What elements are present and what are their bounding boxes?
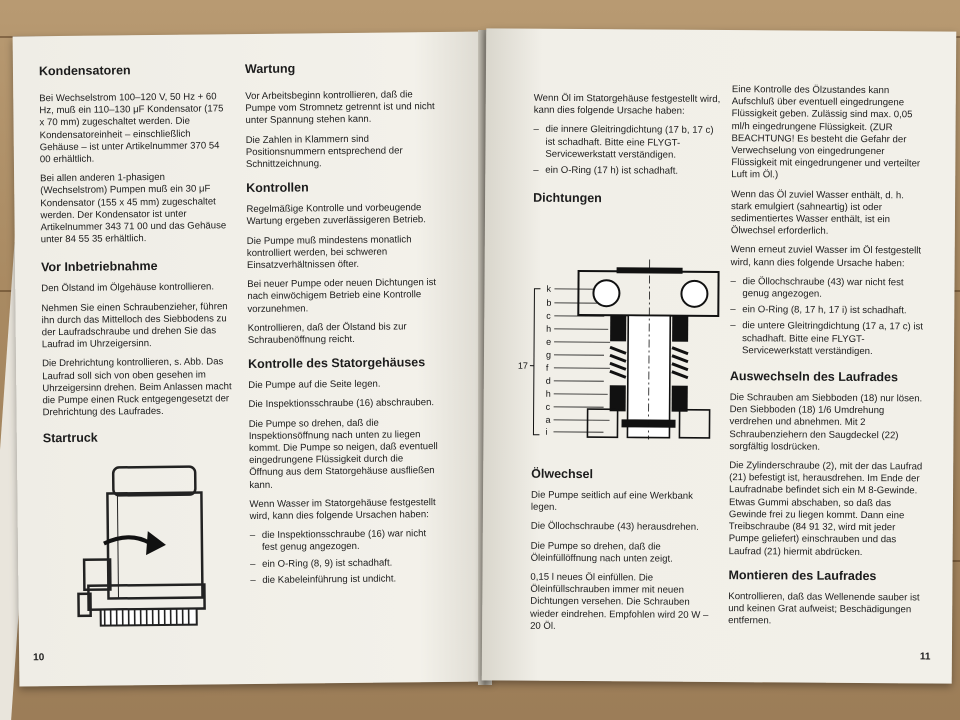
paragraph: Die Schrauben am Siebboden (18) nur lösen. Den Siebboden (18) 1/6 Umdrehung verdrehen und abnehmen. Mit 2 Schraubenziehern den Saugdeckel (22) sorgfältig losdrücken.: [729, 392, 923, 453]
paragraph: Die Drehrichtung kontrollieren, s. Abb. Das Laufrad soll sich von oben gesehen im Uhrzeigersinn drehen. Beim Anlassen macht die Pumpe einen Ruck entgegengesetzt der Drehrichtung des Laufrades.: [41, 356, 232, 419]
heading-montieren-laufrad: Montieren des Laufrades: [728, 567, 877, 583]
paragraph: Die Pumpe so drehen, daß die Öleinfüllöffnung nach unten zeigt.: [530, 540, 673, 565]
diagram-label-c2: c: [545, 401, 551, 412]
diagram-label-i: i: [545, 426, 548, 437]
list-item: – die innere Gleitringdichtung (17 b, 17 c) ist schadhaft. Bitte eine FLYGT-Servicewerkstatt verständigen.: [533, 124, 723, 162]
seal-cross-section-diagram: [517, 259, 728, 440]
diagram-label-b: b: [546, 297, 552, 308]
diagram-label-h2: h: [545, 388, 551, 399]
paragraph: Vor Arbeitsbeginn kontrollieren, daß die Pumpe vom Stromnetz getrennt ist und nicht unter Spannung stehen kann.: [245, 89, 435, 127]
paragraph: Die Pumpe auf die Seite legen.: [248, 378, 381, 392]
paragraph: Die Pumpe seitlich auf eine Werkbank legen.: [530, 489, 693, 514]
paragraph: Eine Kontrolle des Ölzustandes kann Aufschluß über eventuell eingedrungene Flüssigkeit geben. Zulässig sind max. 0,05 ml/h eingedrungene Flüssigkeit. (ZUR BEACHTUNG! Es besteht die Gefahr der Verwechselung von eingedrungener Flüssigkeit mit eingedrungener und verteilter Luft im Öl.): [731, 84, 921, 181]
cause-list: [250, 528, 441, 587]
paragraph: Bei allen anderen 1-phasigen (Wechselstrom) Pumpen muß ein 30 μF Kondensator (155 x 45 mm) zugeschaltet werden. Der Kondensator ist unter Artikelnummer 343 71 00 und das Gehäuse unter 84 55 35 erhältlich.: [40, 172, 227, 246]
right-page: [482, 28, 957, 683]
heading-startruck: Startruck: [42, 431, 98, 446]
left-column-1: [39, 58, 233, 454]
paragraph: Den Ölstand im Ölgehäuse kontrollieren.: [41, 281, 215, 295]
paragraph: Wenn Wasser im Statorgehäuse festgestellt wird, kann dies folgende Ursachen haben:: [249, 496, 436, 523]
pump-illustration: [67, 464, 229, 646]
paragraph: Wenn erneut zuviel Wasser im Öl festgestellt wird, kann dies folgende Ursache haben:: [730, 244, 922, 269]
cause-list: [533, 124, 723, 178]
paragraph: Kontrollieren, daß der Ölstand bis zur Schraubenöffnung reicht.: [247, 321, 407, 347]
heading-vor-inbetriebnahme: Vor Inbetriebnahme: [40, 259, 158, 275]
paragraph: Kontrollieren, daß das Wellenende sauber ist und keinen Grat aufweist; Beschädigungen entfernen.: [728, 590, 920, 627]
list-item: – ein O-Ring (17 h) ist schadhaft.: [533, 165, 723, 179]
heading-oelwechsel: Ölwechsel: [531, 466, 594, 482]
paragraph: 0,15 l neues Öl einfüllen. Die Öleinfüllschrauben immer mit neuen Dichtungen versehen. Die Schrauben wieder eindrehen. Empfohlen wird 20 W – 20 Öl.: [530, 571, 709, 632]
diagram-label-k: k: [546, 283, 551, 294]
diagram-label-a: a: [545, 414, 551, 425]
diagram-label-c: c: [546, 310, 551, 321]
right-column-1-lower: [530, 463, 721, 641]
list-item: – ein O-Ring (8, 9) ist schadhaft.: [250, 557, 440, 571]
diagram-label-d: d: [545, 375, 551, 386]
right-column-1: [533, 93, 724, 216]
paragraph: Wenn das Öl zuviel Wasser enthält, d. h. stark emulgiert (sahneartig) ist oder sedimentiertes Wasser enthält, ist ein Ölwechsel erforderlich.: [730, 188, 904, 237]
heading-kondensatoren: Kondensatoren: [38, 63, 131, 79]
right-column-2: [728, 84, 928, 636]
heading-wartung: Wartung: [244, 61, 296, 77]
diagram-label-g: g: [545, 349, 552, 360]
heading-statorgehaeuse: Kontrolle des Statorgehäuses: [247, 355, 426, 372]
paragraph: Die Öllochschraube (43) herausdrehen.: [530, 521, 699, 534]
list-item: – ein O-Ring (8, 17 h, 17 i) ist schadhaft.: [730, 304, 926, 318]
paragraph: Regelmäßige Kontrolle und vorbeugende Wartung ergeben zuverlässigeren Betrieb.: [246, 202, 426, 228]
left-page: [13, 32, 492, 687]
heading-kontrollen: Kontrollen: [246, 180, 309, 196]
diagram-ref-17: 17: [517, 360, 528, 371]
paragraph: Die Inspektionsschraube (16) abschrauben.: [248, 397, 435, 411]
diagram-label-f: f: [545, 362, 549, 373]
paragraph: Bei Wechselstrom 100–120 V, 50 Hz + 60 Hz, muß ein 110–130 μF Kondensator (175 x 70 mm) zugeschaltet werden. Die Kondensatoreinheit – einschließlich Gehäuse – ist unter Artikelnummer 370 54 00 erhältlich.: [39, 91, 224, 166]
paragraph: Die Zylinderschraube (2), mit der das Laufrad (21) befestigt ist, herausdrehen. Im Ende der Laufradnabe befindet sich ein M 8-Gewinde. Etwas Gummi abschaben, so daß das Gewinde frei zu liegen kommt. Dann eine Treibschraube (84 91 32, wird mit jeder Pumpe geliefert) einschrauben und das Laufrad (21) hiermit abdrücken.: [728, 460, 923, 558]
left-column-2: [245, 56, 441, 591]
paragraph: Die Zahlen in Klammern sind Positionsnummern entsprechend der Schnittzeichnung.: [245, 133, 403, 171]
list-item: – die untere Gleitringdichtung (17 a, 17 c) ist schadhaft. Bitte eine FLYGT-Servicewerkstatt verständigen.: [730, 321, 926, 359]
heading-dichtungen: Dichtungen: [533, 190, 602, 206]
page-number: 11: [919, 651, 931, 663]
paragraph: Die Pumpe so drehen, daß die Inspektionsöffnung nach unten zu liegen kommt. Die Pumpe so neigen, daß eventuell eingedrungene Flüssigkeit durch die Öffnung aus dem Statorgehäuse ausfließen kann.: [248, 417, 438, 491]
heading-auswechseln-laufrad: Auswechseln des Laufrades: [729, 369, 899, 385]
paragraph: Wenn Öl im Statorgehäuse festgestellt wird, kann dies folgende Ursache haben:: [533, 92, 721, 117]
page-number: 10: [33, 652, 45, 664]
paragraph: Nehmen Sie einen Schraubenzieher, führen ihn durch das Mittelloch des Siebbodens zu der Laufradschraube und drehen Sie das Laufrad im Uhrzeigersinn.: [41, 300, 228, 351]
diagram-label-e: e: [546, 336, 552, 347]
cause-list: [730, 276, 927, 359]
list-item: – die Inspektionsschraube (16) war nicht fest genug angezogen.: [250, 528, 440, 554]
paragraph: Die Pumpe muß mindestens monatlich kontrolliert werden, bei schweren Einsatzverhältnissen öfter.: [246, 233, 412, 272]
diagram-label-h: h: [546, 323, 552, 334]
list-item: – die Öllochschraube (43) war nicht fest genug angezogen.: [730, 276, 926, 302]
list-item: – die Kabeleinführung ist undicht.: [250, 573, 440, 587]
paragraph: Bei neuer Pumpe oder neuen Dichtungen ist nach einwöchigem Betrieb eine Kontrolle vorzunehmen.: [247, 277, 437, 315]
